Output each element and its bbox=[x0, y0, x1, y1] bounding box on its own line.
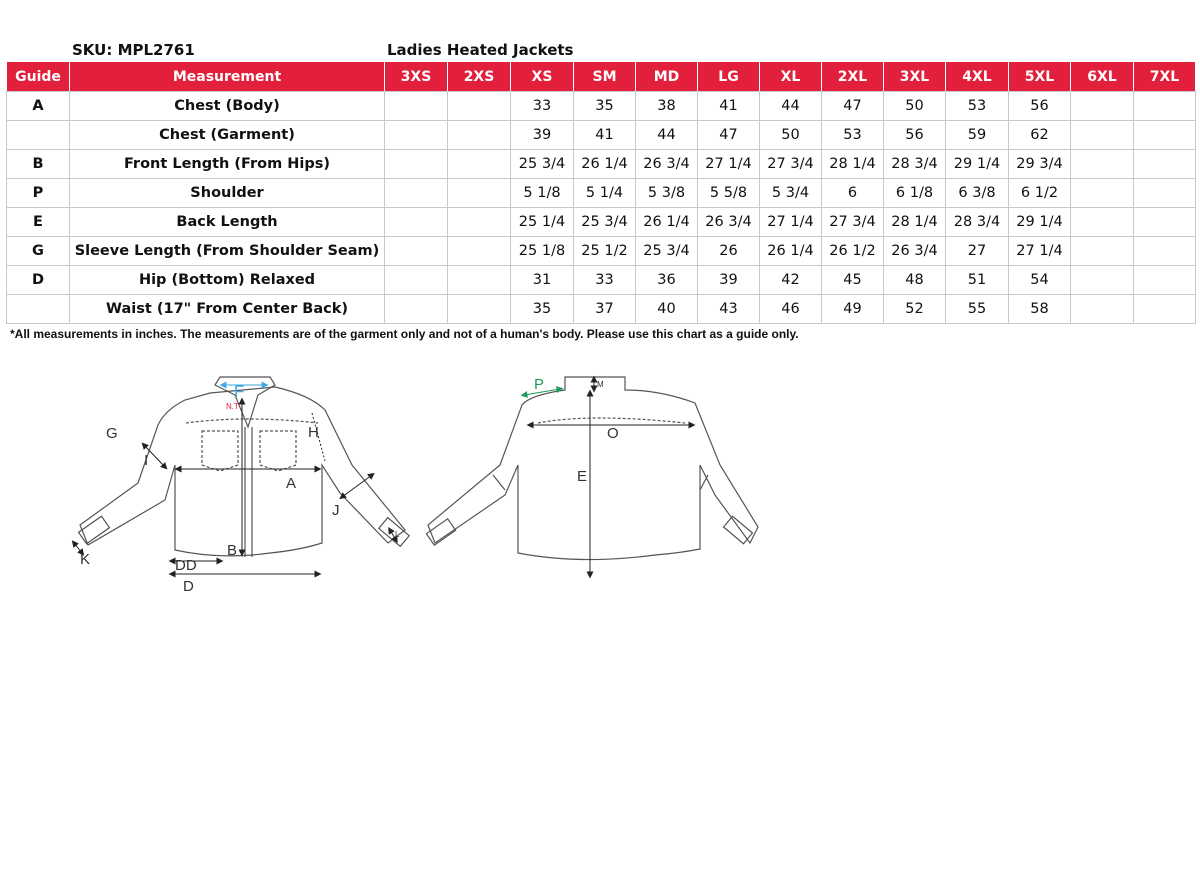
value-cell: 49 bbox=[822, 295, 884, 324]
guide-cell: D bbox=[7, 266, 70, 295]
front-jacket-drawing bbox=[79, 377, 410, 557]
value-cell: 25 3/4 bbox=[636, 237, 698, 266]
value-cell: 28 1/4 bbox=[822, 150, 884, 179]
column-header-sm: SM bbox=[574, 62, 636, 92]
jacket-diagram bbox=[60, 365, 780, 605]
value-cell: 37 bbox=[574, 295, 636, 324]
value-cell: 25 3/4 bbox=[574, 208, 636, 237]
value-cell bbox=[1071, 208, 1134, 237]
guide-cell bbox=[7, 121, 70, 150]
value-cell: 5 1/8 bbox=[511, 179, 574, 208]
value-cell: 47 bbox=[822, 92, 884, 121]
value-cell: 38 bbox=[636, 92, 698, 121]
measurement-cell: Chest (Body) bbox=[70, 92, 385, 121]
value-cell: 55 bbox=[946, 295, 1009, 324]
guide-cell: G bbox=[7, 237, 70, 266]
table-header bbox=[7, 62, 1196, 92]
value-cell: 50 bbox=[884, 92, 946, 121]
value-cell: 5 5/8 bbox=[698, 179, 760, 208]
value-cell: 27 1/4 bbox=[698, 150, 760, 179]
label-p: P bbox=[534, 376, 545, 393]
guide-cell: P bbox=[7, 179, 70, 208]
value-cell: 39 bbox=[698, 266, 760, 295]
column-header-xs: XS bbox=[511, 62, 574, 92]
label-b: B bbox=[227, 542, 238, 559]
value-cell: 25 1/2 bbox=[574, 237, 636, 266]
value-cell: 26 3/4 bbox=[636, 150, 698, 179]
value-cell bbox=[448, 150, 511, 179]
value-cell: 35 bbox=[574, 92, 636, 121]
value-cell: 25 3/4 bbox=[511, 150, 574, 179]
value-cell: 27 1/4 bbox=[760, 208, 822, 237]
value-cell: 39 bbox=[511, 121, 574, 150]
value-cell: 26 3/4 bbox=[698, 208, 760, 237]
value-cell: 26 1/4 bbox=[636, 208, 698, 237]
value-cell bbox=[1071, 237, 1134, 266]
value-cell bbox=[1134, 179, 1196, 208]
table-row bbox=[7, 121, 1196, 150]
value-cell: 25 1/4 bbox=[511, 208, 574, 237]
label-j: J bbox=[332, 502, 340, 519]
column-header-6xl: 6XL bbox=[1071, 62, 1134, 92]
value-cell: 26 3/4 bbox=[884, 237, 946, 266]
value-cell bbox=[1134, 121, 1196, 150]
value-cell bbox=[448, 179, 511, 208]
value-cell: 43 bbox=[698, 295, 760, 324]
table-row bbox=[7, 179, 1196, 208]
back-jacket-drawing bbox=[426, 377, 758, 560]
measurement-cell: Front Length (From Hips) bbox=[70, 150, 385, 179]
header-row bbox=[7, 62, 1196, 92]
value-cell: 31 bbox=[511, 266, 574, 295]
label-e: E bbox=[577, 468, 588, 485]
measurement-note: *All measurements in inches. The measurements are of the garment only and not of a human's body. Please use this chart as a guide only. bbox=[10, 327, 799, 341]
value-cell bbox=[1071, 150, 1134, 179]
value-cell bbox=[1071, 266, 1134, 295]
back-measure-lines bbox=[524, 379, 692, 575]
label-dd: DD bbox=[175, 557, 197, 574]
value-cell: 44 bbox=[760, 92, 822, 121]
column-header-guide: Guide bbox=[7, 62, 70, 92]
value-cell bbox=[385, 150, 448, 179]
value-cell: 56 bbox=[1009, 92, 1071, 121]
value-cell: 59 bbox=[946, 121, 1009, 150]
value-cell bbox=[385, 92, 448, 121]
value-cell: 27 3/4 bbox=[760, 150, 822, 179]
value-cell bbox=[448, 208, 511, 237]
guide-cell bbox=[7, 295, 70, 324]
column-header-5xl: 5XL bbox=[1009, 62, 1071, 92]
value-cell: 62 bbox=[1009, 121, 1071, 150]
label-i: I bbox=[144, 452, 149, 469]
value-cell: 47 bbox=[698, 121, 760, 150]
value-cell: 6 1/8 bbox=[884, 179, 946, 208]
column-header-7xl: 7XL bbox=[1134, 62, 1196, 92]
value-cell: 5 1/4 bbox=[574, 179, 636, 208]
guide-cell: E bbox=[7, 208, 70, 237]
label-m: M bbox=[597, 380, 604, 389]
label-d: D bbox=[183, 578, 194, 595]
back-labels bbox=[534, 376, 619, 485]
value-cell bbox=[448, 237, 511, 266]
value-cell: 58 bbox=[1009, 295, 1071, 324]
value-cell: 33 bbox=[511, 92, 574, 121]
measurement-cell: Chest (Garment) bbox=[70, 121, 385, 150]
table-row bbox=[7, 208, 1196, 237]
value-cell bbox=[385, 208, 448, 237]
value-cell: 52 bbox=[884, 295, 946, 324]
value-cell: 26 1/2 bbox=[822, 237, 884, 266]
value-cell: 27 bbox=[946, 237, 1009, 266]
value-cell: 33 bbox=[574, 266, 636, 295]
value-cell bbox=[1071, 295, 1134, 324]
value-cell: 29 3/4 bbox=[1009, 150, 1071, 179]
value-cell bbox=[1134, 295, 1196, 324]
value-cell: 35 bbox=[511, 295, 574, 324]
value-cell: 36 bbox=[636, 266, 698, 295]
value-cell: 6 1/2 bbox=[1009, 179, 1071, 208]
measurement-cell: Sleeve Length (From Shoulder Seam) bbox=[70, 237, 385, 266]
value-cell: 6 bbox=[822, 179, 884, 208]
value-cell bbox=[1134, 266, 1196, 295]
column-header-3xs: 3XS bbox=[385, 62, 448, 92]
value-cell: 28 3/4 bbox=[946, 208, 1009, 237]
value-cell bbox=[1071, 92, 1134, 121]
value-cell bbox=[385, 179, 448, 208]
table-row bbox=[7, 150, 1196, 179]
value-cell: 29 1/4 bbox=[1009, 208, 1071, 237]
value-cell bbox=[385, 237, 448, 266]
column-header-3xl: 3XL bbox=[884, 62, 946, 92]
column-header-md: MD bbox=[636, 62, 698, 92]
label-nt: N.T bbox=[226, 402, 239, 411]
value-cell: 46 bbox=[760, 295, 822, 324]
value-cell bbox=[1134, 237, 1196, 266]
label-l: L bbox=[395, 530, 400, 539]
value-cell: 26 1/4 bbox=[760, 237, 822, 266]
size-chart-table bbox=[6, 61, 1196, 324]
label-o: O bbox=[607, 425, 619, 442]
document-title: Ladies Heated Jackets bbox=[387, 41, 574, 59]
value-cell bbox=[385, 295, 448, 324]
value-cell: 54 bbox=[1009, 266, 1071, 295]
value-cell: 27 1/4 bbox=[1009, 237, 1071, 266]
value-cell: 6 3/8 bbox=[946, 179, 1009, 208]
value-cell: 53 bbox=[946, 92, 1009, 121]
value-cell bbox=[385, 266, 448, 295]
column-header-lg: LG bbox=[698, 62, 760, 92]
measurement-cell: Hip (Bottom) Relaxed bbox=[70, 266, 385, 295]
column-header-4xl: 4XL bbox=[946, 62, 1009, 92]
table-row bbox=[7, 237, 1196, 266]
column-header-2xl: 2XL bbox=[822, 62, 884, 92]
value-cell: 41 bbox=[698, 92, 760, 121]
measurement-cell: Back Length bbox=[70, 208, 385, 237]
value-cell: 26 bbox=[698, 237, 760, 266]
table-row bbox=[7, 266, 1196, 295]
label-k: K bbox=[80, 551, 91, 568]
value-cell: 44 bbox=[636, 121, 698, 150]
value-cell: 25 1/8 bbox=[511, 237, 574, 266]
value-cell bbox=[1134, 150, 1196, 179]
label-a: A bbox=[286, 475, 297, 492]
value-cell: 50 bbox=[760, 121, 822, 150]
guide-cell: A bbox=[7, 92, 70, 121]
value-cell: 45 bbox=[822, 266, 884, 295]
guide-cell: B bbox=[7, 150, 70, 179]
measurement-cell: Waist (17" From Center Back) bbox=[70, 295, 385, 324]
value-cell: 48 bbox=[884, 266, 946, 295]
label-g: G bbox=[106, 425, 118, 442]
value-cell bbox=[385, 121, 448, 150]
value-cell bbox=[448, 92, 511, 121]
value-cell: 5 3/4 bbox=[760, 179, 822, 208]
measurement-cell: Shoulder bbox=[70, 179, 385, 208]
table-row bbox=[7, 295, 1196, 324]
sku-label: SKU: MPL2761 bbox=[72, 41, 195, 59]
table-body bbox=[7, 92, 1196, 324]
value-cell: 42 bbox=[760, 266, 822, 295]
front-labels bbox=[80, 382, 400, 595]
value-cell: 40 bbox=[636, 295, 698, 324]
value-cell bbox=[1071, 179, 1134, 208]
value-cell bbox=[448, 121, 511, 150]
value-cell: 41 bbox=[574, 121, 636, 150]
value-cell: 5 3/8 bbox=[636, 179, 698, 208]
value-cell: 53 bbox=[822, 121, 884, 150]
value-cell bbox=[1134, 208, 1196, 237]
column-header-measurement: Measurement bbox=[70, 62, 385, 92]
value-cell: 28 3/4 bbox=[884, 150, 946, 179]
value-cell bbox=[448, 295, 511, 324]
value-cell: 29 1/4 bbox=[946, 150, 1009, 179]
value-cell: 51 bbox=[946, 266, 1009, 295]
value-cell: 28 1/4 bbox=[884, 208, 946, 237]
value-cell bbox=[448, 266, 511, 295]
value-cell bbox=[1134, 92, 1196, 121]
column-header-xl: XL bbox=[760, 62, 822, 92]
title-row bbox=[0, 41, 1200, 61]
label-h: H bbox=[308, 424, 319, 441]
label-f: F bbox=[234, 382, 245, 401]
value-cell: 56 bbox=[884, 121, 946, 150]
value-cell bbox=[1071, 121, 1134, 150]
value-cell: 27 3/4 bbox=[822, 208, 884, 237]
value-cell: 26 1/4 bbox=[574, 150, 636, 179]
column-header-2xs: 2XS bbox=[448, 62, 511, 92]
table-row bbox=[7, 92, 1196, 121]
